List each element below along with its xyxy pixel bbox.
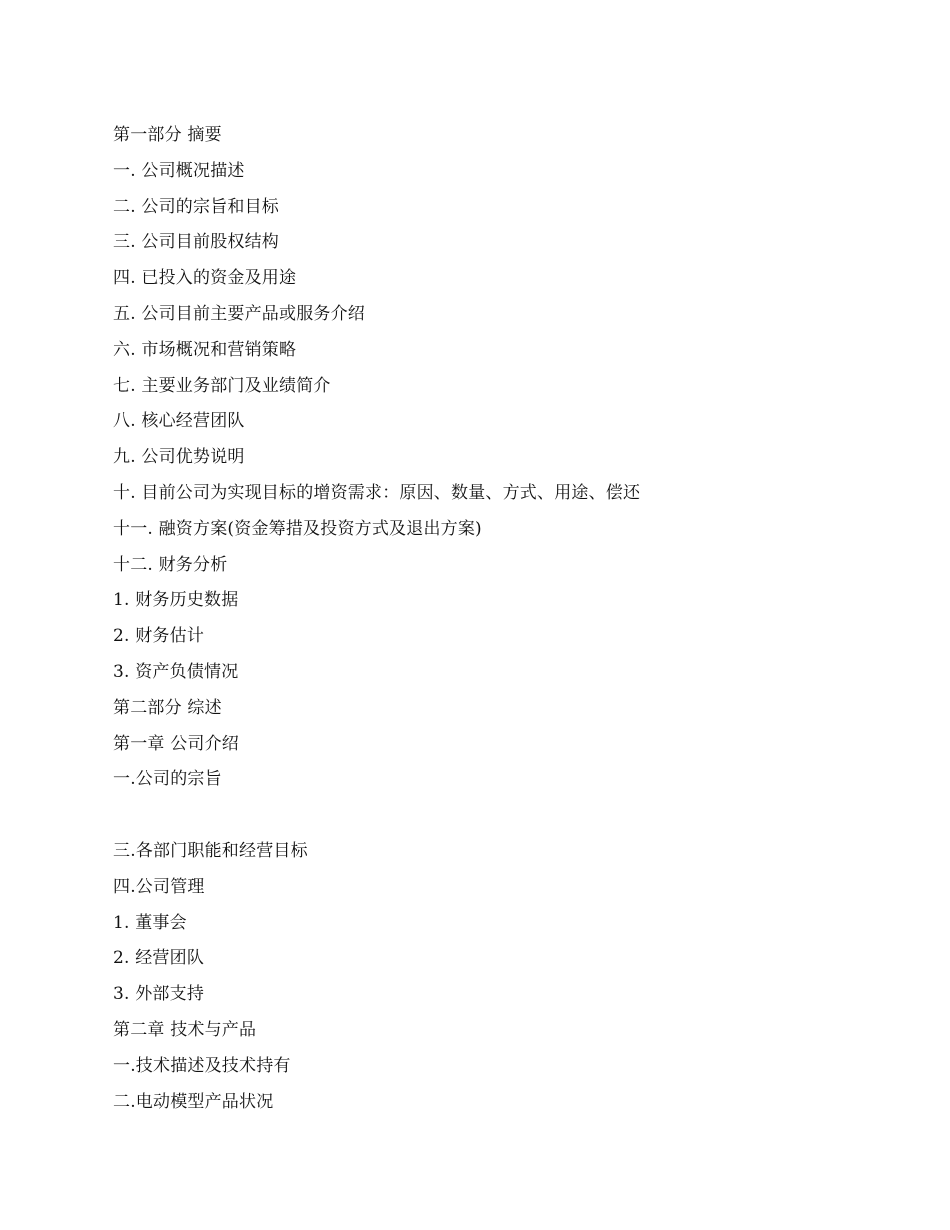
outline-item: 八. 核心经营团队 [113,411,245,432]
outline-item: 五. 公司目前主要产品或服务介绍 [113,303,366,324]
outline-subitem: 1. 董事会 [113,912,187,933]
outline-item: 九. 公司优势说明 [113,447,245,468]
outline-item: 一.技术描述及技术持有 [113,1055,291,1076]
outline-item: 十一. 融资方案(资金筹措及投资方式及退出方案) [113,518,482,539]
part-two-heading: 第二部分 综述 [113,697,222,718]
outline-item: 十. 目前公司为实现目标的增资需求：原因、数量、方式、用途、偿还 [113,482,641,503]
outline-item: 四. 已投入的资金及用途 [113,268,297,289]
outline-item: 二.电动模型产品状况 [113,1091,274,1112]
outline-subitem: 3. 外部支持 [113,984,205,1005]
outline-item: 一.公司的宗旨 [113,769,222,790]
outline-item: 二. 公司的宗旨和目标 [113,196,280,217]
outline-subitem: 2. 经营团队 [113,948,205,969]
document-outline [113,118,873,1120]
chapter-one-heading: 第一章 公司介绍 [113,733,240,754]
outline-item: 三. 公司目前股权结构 [113,232,280,253]
outline-subitem: 2. 财务估计 [113,626,205,647]
blank-line [113,798,873,834]
outline-subitem: 1. 财务历史数据 [113,590,239,611]
outline-item: 三.各部门职能和经营目标 [113,840,308,861]
outline-subitem: 3. 资产负债情况 [113,661,239,682]
outline-item: 四.公司管理 [113,876,205,897]
outline-item: 七. 主要业务部门及业绩简介 [113,375,331,396]
outline-item: 一. 公司概况描述 [113,160,245,181]
chapter-two-heading: 第二章 技术与产品 [113,1019,257,1040]
outline-item: 十二. 财务分析 [113,554,228,575]
outline-item: 六. 市场概况和营销策略 [113,339,297,360]
part-one-heading: 第一部分 摘要 [113,125,222,145]
